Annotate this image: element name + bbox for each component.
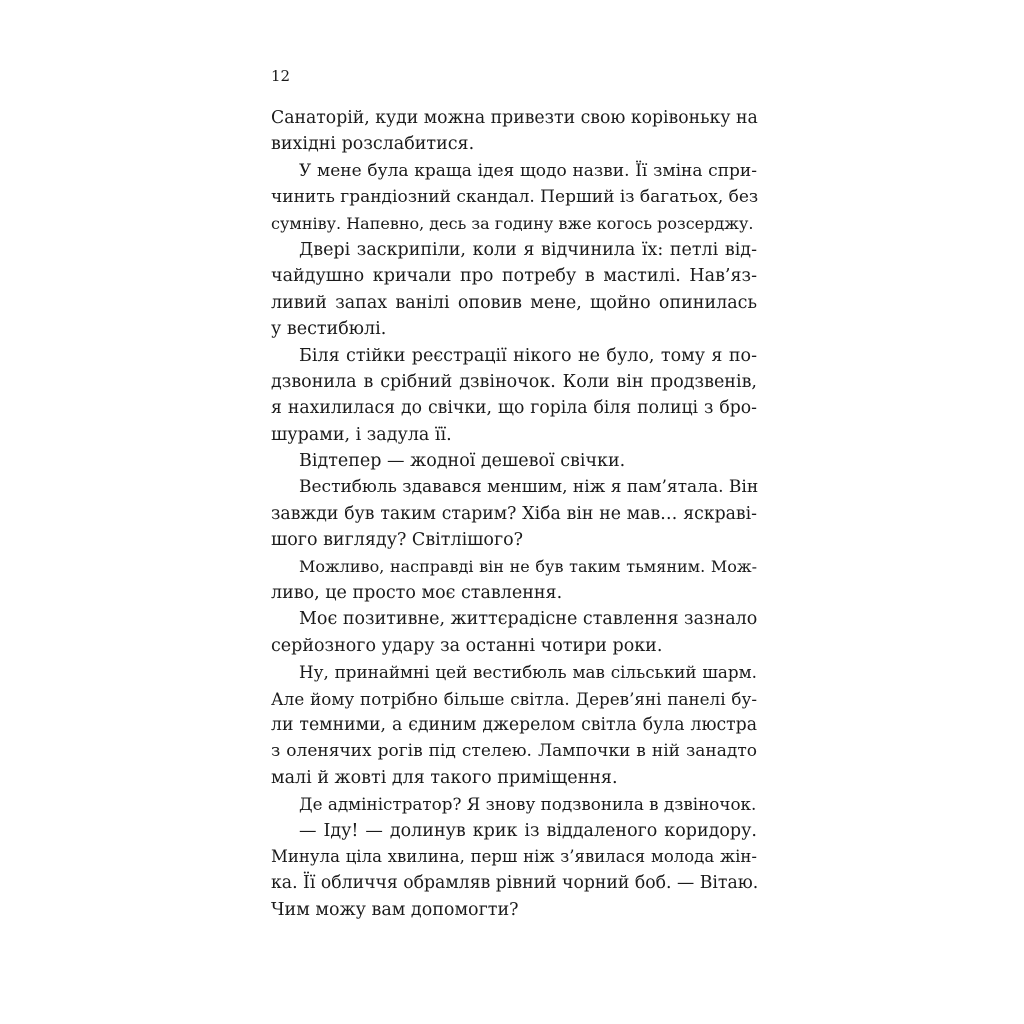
text-line: у вестибюлі. xyxy=(271,319,387,340)
text-line: чинить грандіозний скандал. Перший із багатьох, без xyxy=(271,187,759,208)
text-line: Але йому потрібно більше світла. Дерев’яні панелі бу- xyxy=(271,688,757,709)
text-line: ка. Її обличчя обрамляв рівний чорний боб. — Вітаю. xyxy=(271,873,759,894)
text-line: Минула ціла хвилина, перш ніж з’явилася молода жін- xyxy=(271,846,757,866)
text-line: ли темними, а єдиним джерелом світла була люстра xyxy=(271,714,757,735)
text-line: Де адміністратор? Я знову подзвонила в дзвіночок. xyxy=(299,794,757,815)
text-line: сумніву. Напевно, десь за годину вже когось розсерджу. xyxy=(271,213,754,233)
text-line: з оленячих рогів під стелею. Лампочки в ній занадто xyxy=(271,741,757,762)
text-line: ливий запах ванілі оповив мене, щойно опинилась xyxy=(271,292,757,313)
text-line: я нахилилася до свічки, що горіла біля полиці з бро- xyxy=(271,398,757,419)
text-line: — Іду! — долинув крик із віддаленого коридору. xyxy=(299,820,757,841)
text-line: завжди був таким старим? Хіба він не мав… яскраві- xyxy=(271,503,757,524)
text-line: Чим можу вам допомогти? xyxy=(271,899,519,920)
text-line: Відтепер — жодної дешевої свічки. xyxy=(299,451,626,472)
text-line: Можливо, насправді він не був таким тьмяним. Мож- xyxy=(299,556,757,576)
text-line: Двері заскрипіли, коли я відчинила їх: петлі від- xyxy=(299,239,757,260)
text-line: У мене була краща ідея щодо назви. Її зміна спри- xyxy=(299,160,757,181)
text-line: ливо, це просто моє ставлення. xyxy=(271,583,563,604)
page-number: 12 xyxy=(271,67,291,85)
text-line: Вестибюль здавався меншим, ніж я пам’ятала. Він xyxy=(299,477,759,498)
text-line: шурами, і задула її. xyxy=(271,424,452,445)
text-line: дзвонила в срібний дзвіночок. Коли він продзвенів, xyxy=(271,371,757,392)
body-text xyxy=(271,105,757,923)
text-line: Ну, принаймні цей вестибюль мав сільський шарм. xyxy=(299,662,757,683)
text-line: вихідні розслабитися. xyxy=(271,134,475,155)
text-line: Моє позитивне, життєрадісне ставлення зазнало xyxy=(299,609,758,630)
text-line: Санаторій, куди можна привезти свою корівоньку на xyxy=(271,108,758,128)
text-line: Біля стійки реєстрації нікого не було, тому я по- xyxy=(299,345,757,366)
text-line: чайдушно кричали про потребу в мастилі. Нав’яз- xyxy=(271,266,757,287)
text-line: шого вигляду? Світлішого? xyxy=(271,530,524,551)
text-line: малі й жовті для такого приміщення. xyxy=(271,767,618,788)
text-line: серйозного удару за останні чотири роки. xyxy=(271,635,663,656)
